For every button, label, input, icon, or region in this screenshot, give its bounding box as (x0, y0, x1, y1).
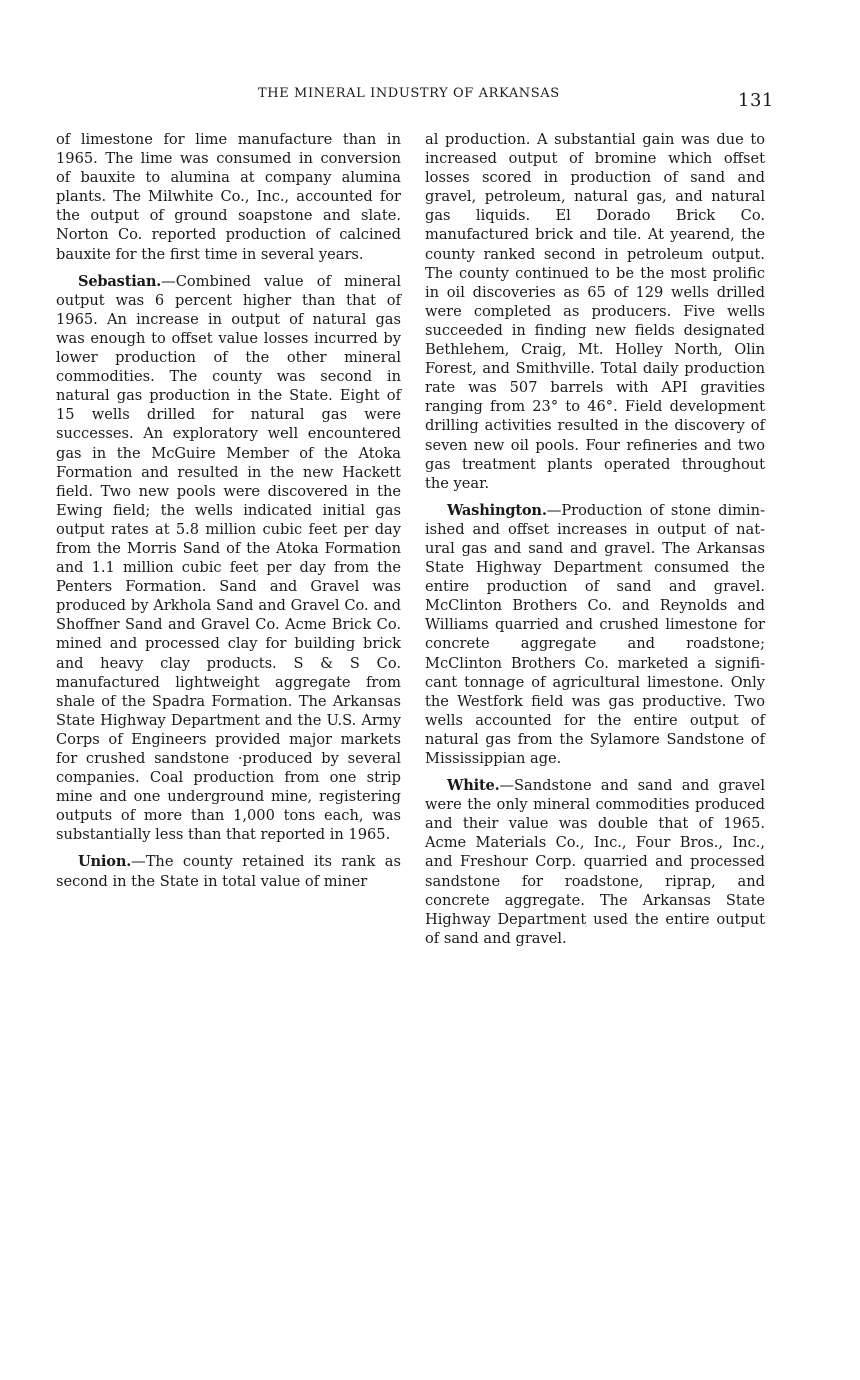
right-column (425, 130, 765, 956)
sebastian-body: —Combined value of mineral output was 6 percent higher than that of 1965. An increase in output of natural gas was enough to offset value losses incurred by lower production of the other mineral commodities. The county was second in natural gas production in the State. Eight of 15 wells drilled for natural gas were successes. An exploratory well encountered gas in the McGuire Member of the Atoka Formation and resulted in the new Hackett field. Two new pools were discovered in the Ewing field; the wells indicated initial gas output rates at 5.8 million cubic feet per day from the Morris Sand of the Atoka Formation and 1.1 million cubic feet per day from the Penters Formation. Sand and Gravel was produced by Arkhola Sand and Gravel Co. and Shoffner Sand and Gravel Co. Acme Brick Co. mined and processed clay for building brick and heavy clay products. S & S Co. manufactured lightweight aggregate from shale of the Spadra Formation. The Arkansas State Highway Department and the U.S. Army Corps of Engineers provided major markets for crushed sandstone ·produced by several companies. Coal production from one strip mine and one underground mine, registering outputs of more than 1,000 tons each, was substantially less than that reported in 1965. (56, 272, 401, 844)
county-heading-sebastian: Sebastian. (78, 272, 162, 290)
paragraph-white (425, 776, 765, 948)
page-number: 131 (738, 90, 774, 111)
left-column (56, 130, 401, 899)
white-body: —Sandstone and sand and gravel were the only mineral commodities produced and their value was double that of 1965. Acme Materials Co., Inc., Four Bros., Inc., and Freshour Corp. quarried and processed sandstone for roadstone, riprap, and concrete aggregate. The Arkansas State Highway Department used the entire output of sand and gravel. (425, 777, 765, 947)
paragraph-sebastian (56, 272, 401, 845)
washington-body: —Production of stone diminished and offset increases in output of natural gas and sand and gravel. The Arkansas State Highway Department consumed the entire production of sand and gravel. McClinton Brothers Co. and Reynolds and Williams quarried and crushed limestone for concrete aggregate and roadstone; McClinton Brothers Co. marketed a significant tonnage of agricultural limestone. Only the Westfork field was gas productive. Two wells accounted for the entire output of natural gas from the Sylamore Sandstone of Mississippian age. (425, 501, 765, 767)
paragraph-union (56, 852, 401, 890)
paragraph-union-continued: al production. A substantial gain was due to increased output of bromine which offset losses scored in production of sand and gravel, petroleum, natural gas, and natural gas liquids. El Dorado Brick Co. manufactured brick and tile. At yearend, the county ranked second in petroleum output. The county continued to be the most prolific in oil discoveries as 65 of 129 wells drilled were completed as producers. Five wells succeeded in finding new fields designated Bethlehem, Craig, Mt. Holley North, Olin Forest, and Smithville. Total daily production rate was 507 barrels with API gravities ranging from 23° to 46°. Field development drilling activities resulted in the discovery of seven new oil pools. Four refineries and two gas treatment plants operated throughout the year. (425, 131, 765, 492)
county-heading-white: White. (447, 777, 500, 795)
paragraph-washington (425, 501, 765, 768)
county-heading-washington: Washington. (447, 501, 547, 519)
paragraph-limestone-continuation: of limestone for lime manufacture than in 1965. The lime was consumed in conversion of bauxite to alumina at company alumina plants. The Milwhite Co., Inc., accounted for the output of ground soapstone and slate. Norton Co. reported production of calcined bauxite for the first time in several years. (56, 131, 401, 263)
union-body-start: —The county retained its rank as second in the State in total value of miner (56, 853, 401, 890)
county-heading-union: Union. (78, 853, 132, 871)
running-head: THE MINERAL INDUSTRY OF ARKANSAS (258, 86, 560, 101)
